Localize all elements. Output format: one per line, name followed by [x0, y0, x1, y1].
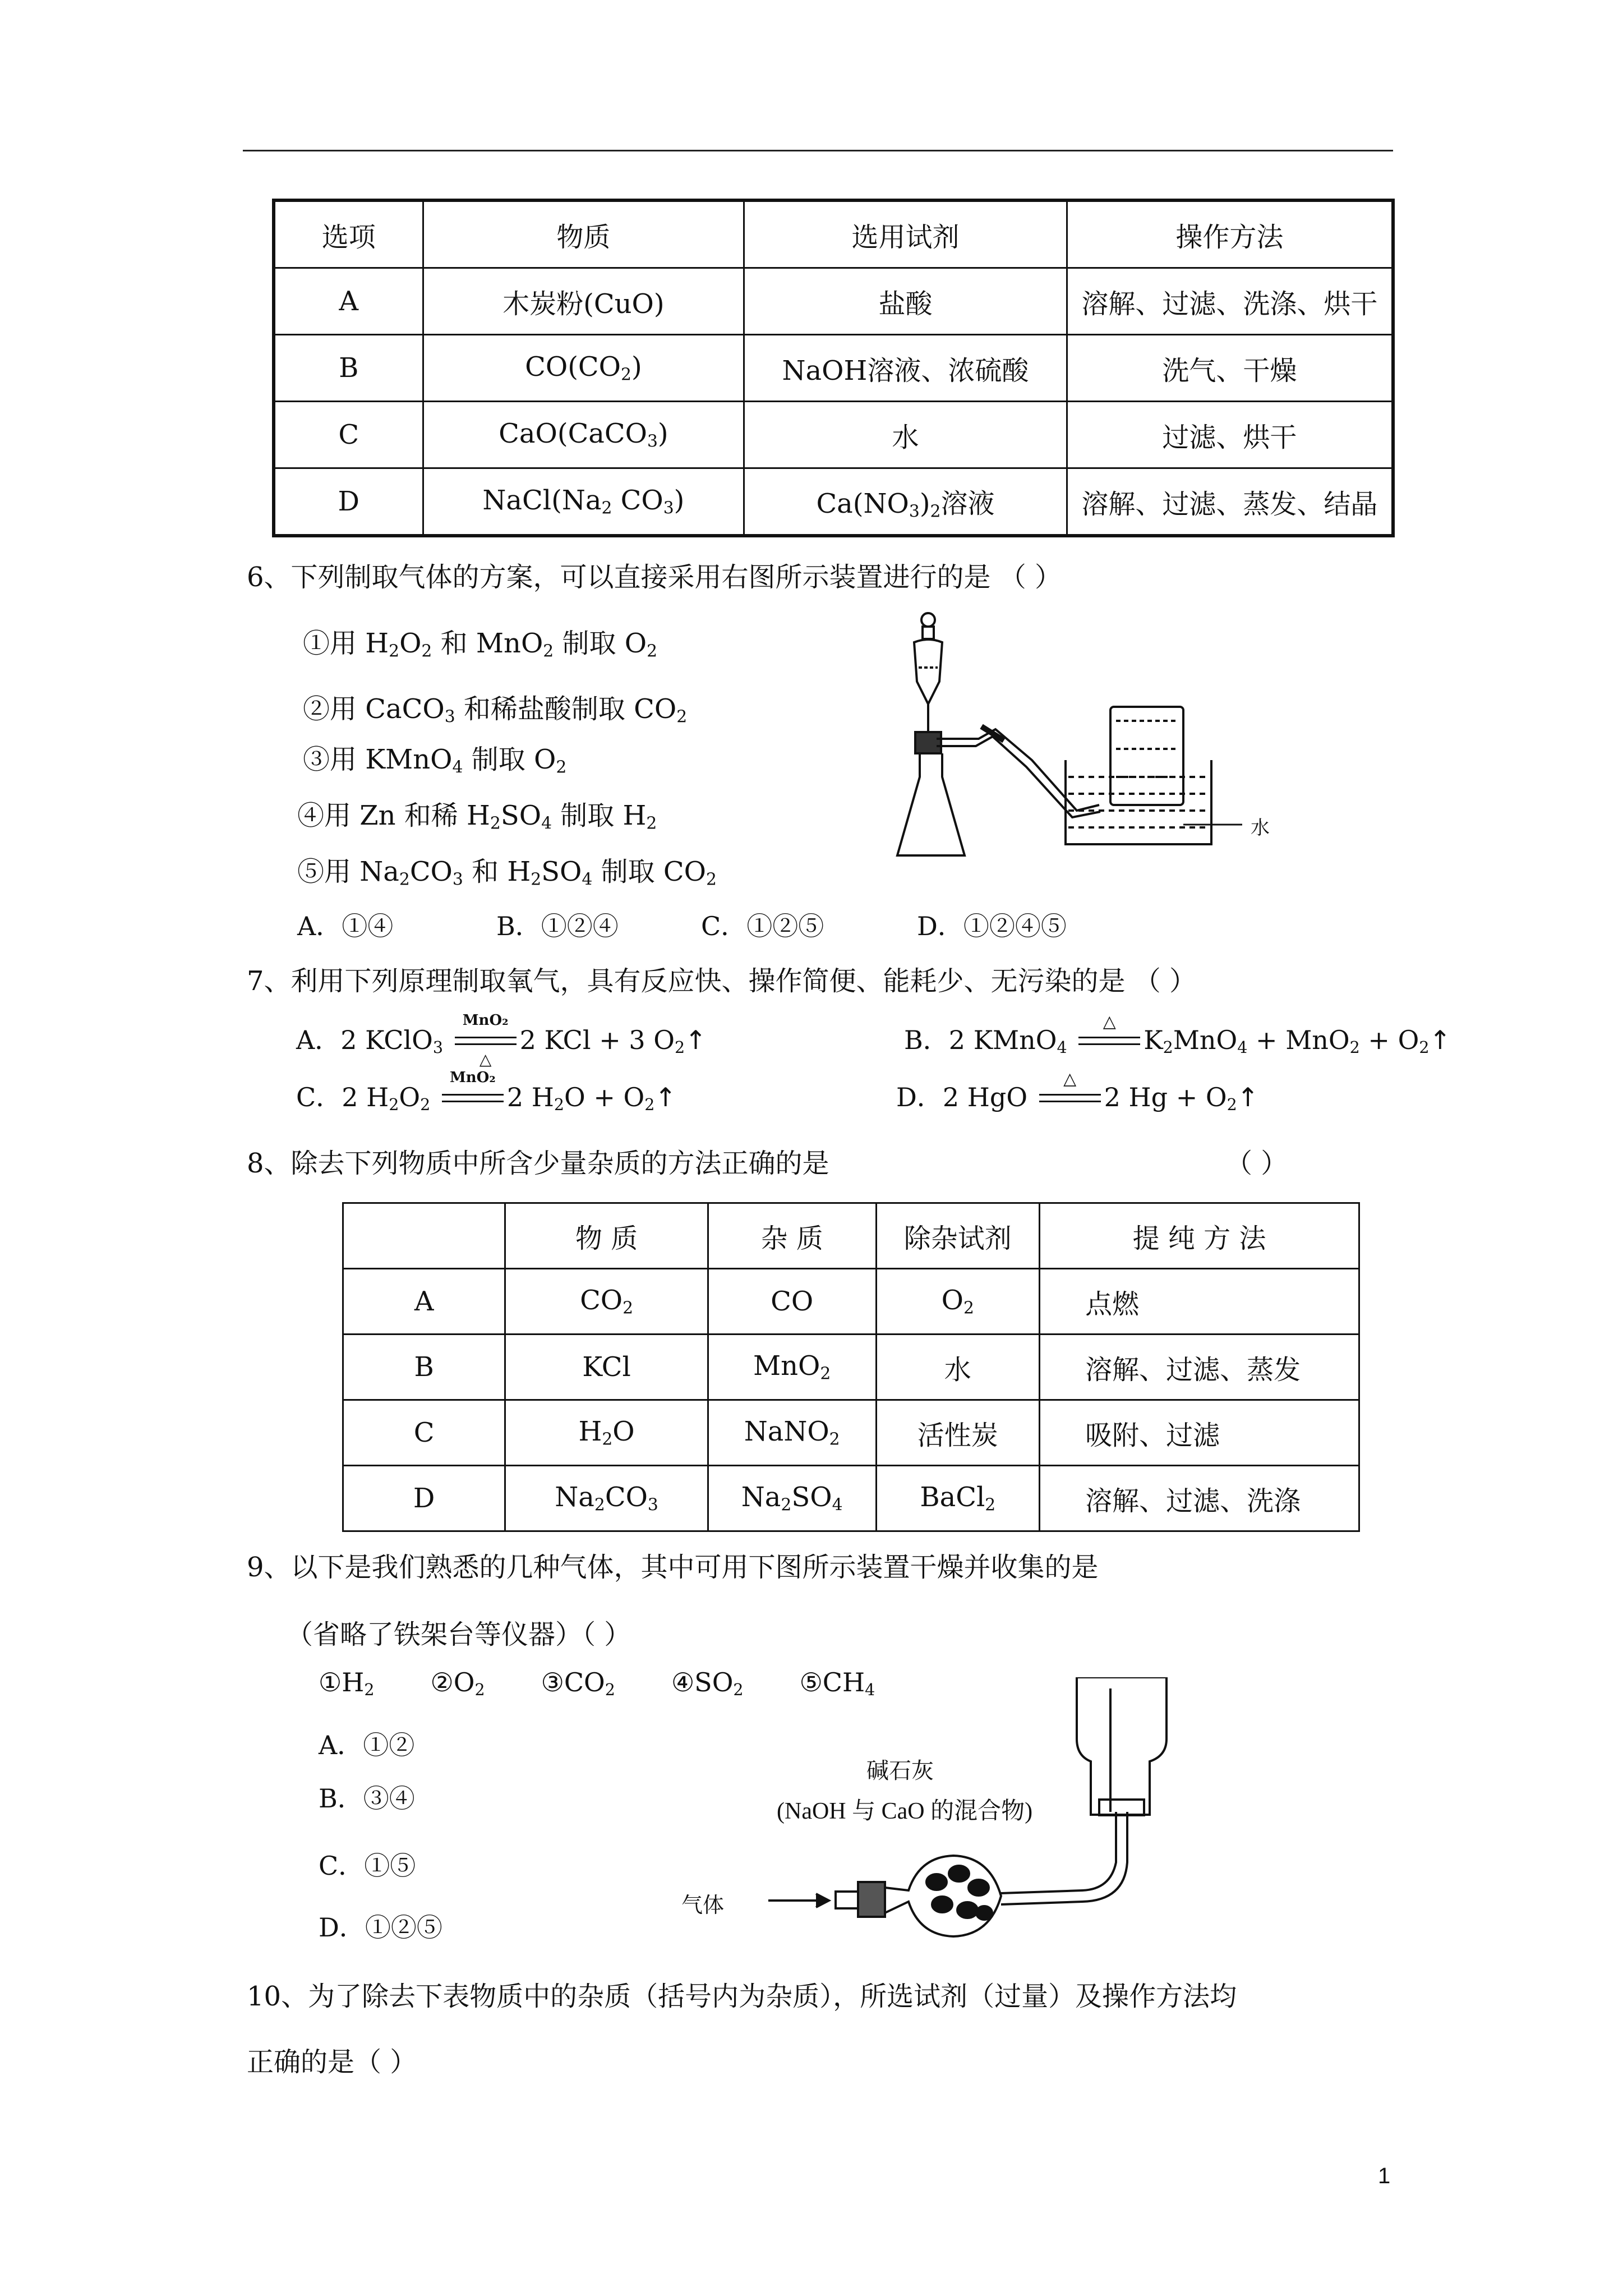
- q9-stem-note: （省略了铁架台等仪器）（ ）: [286, 1619, 631, 1650]
- col-header-method: 提 纯 方 法: [1040, 1203, 1359, 1269]
- page-number: 1: [1378, 2164, 1391, 2188]
- table-header-row: [343, 1203, 1359, 1269]
- table-row: [343, 1466, 1359, 1531]
- q7-option-c: C．2 $H_2O_2$ MnO₂ 2 $H_2O$ + $O_2↑$: [296, 1069, 676, 1115]
- cell-option: C: [274, 402, 423, 468]
- cell-reagent: $Ca(NO_3)_2$溶液: [744, 468, 1067, 536]
- cell-substance: KCl: [505, 1335, 708, 1400]
- cell-reagent: 水: [876, 1335, 1040, 1400]
- col-header-impurity: 杂 质: [708, 1203, 876, 1269]
- header-rule: [243, 150, 1393, 151]
- cell-impurity: CO: [708, 1269, 876, 1335]
- q9-stem: 9、以下是我们熟悉的几种气体，其中可用下图所示装置干燥并收集的是: [247, 1552, 1099, 1583]
- table-row: [274, 402, 1393, 468]
- table-q5: [272, 199, 1395, 537]
- cell-substance: CaO(CaCO$_3$): [423, 402, 744, 468]
- q9-gases: $①H_2$ $②O_2$ $③CO_2$ $④SO_2$ $⑤CH_4$: [319, 1667, 875, 1700]
- cell-reagent: $O_2$: [876, 1269, 1040, 1335]
- gas-generation-apparatus-figure: [892, 609, 1284, 867]
- q6-option-a: A．①④: [297, 911, 394, 941]
- table-row: [274, 268, 1393, 335]
- cell-option: C: [343, 1400, 505, 1466]
- soda-lime-label: 碱石灰: [866, 1758, 934, 1784]
- q6-item-2: ②用 CaCO$_3$ 和稀盐酸制取 $CO_2$: [303, 693, 688, 727]
- q6-option-d: D．①②④⑤: [917, 911, 1067, 941]
- cell-option: D: [274, 468, 423, 536]
- cell-method: 溶解、过滤、蒸发: [1040, 1335, 1359, 1400]
- col-header-option: [343, 1203, 505, 1269]
- cell-method: 吸附、过滤: [1040, 1400, 1359, 1466]
- table-row: [274, 335, 1393, 402]
- col-header-substance: 物 质: [505, 1203, 708, 1269]
- cell-reagent: 水: [744, 402, 1067, 468]
- cell-impurity: NaNO$_2$: [708, 1400, 876, 1466]
- cell-option: B: [274, 335, 423, 402]
- q7-option-d: D．2 HgO △ 2 $Hg + O_2↑$: [896, 1069, 1259, 1115]
- q8-answer-paren: （ ）: [1225, 1148, 1288, 1179]
- cell-reagent: NaOH溶液、浓硫酸: [744, 335, 1067, 402]
- cell-method: 洗气、干燥: [1067, 335, 1393, 402]
- table-row: [343, 1335, 1359, 1400]
- cell-option: B: [343, 1335, 505, 1400]
- q6-option-c: C．①②⑤: [701, 911, 824, 941]
- cell-option: A: [343, 1269, 505, 1335]
- cell-substance: $CO_2$: [505, 1269, 708, 1335]
- cell-method: 过滤、烘干: [1067, 402, 1393, 468]
- cell-reagent: 盐酸: [744, 268, 1067, 335]
- soda-lime-composition-label: (NaOH 与 CaO 的混合物): [777, 1798, 1033, 1824]
- gas-inlet-label: 气体: [681, 1893, 725, 1917]
- q9-option-b: B．③④: [319, 1783, 415, 1814]
- table-row: [274, 468, 1393, 536]
- cell-substance: $CO(CO_2)$: [423, 335, 744, 402]
- q8-stem: 8、除去下列物质中所含少量杂质的方法正确的是: [247, 1148, 829, 1179]
- cell-substance: $Na_2CO_3$: [505, 1466, 708, 1531]
- cell-method: 溶解、过滤、蒸发、结晶: [1067, 468, 1393, 536]
- q6-stem: 6、下列制取气体的方案，可以直接采用右图所示装置进行的是 （ ）: [247, 562, 1062, 593]
- cell-substance: $H_2O$: [505, 1400, 708, 1466]
- cell-option: D: [343, 1466, 505, 1531]
- cell-impurity: $Na_2SO_4$: [708, 1466, 876, 1531]
- col-header-reagent: 选用试剂: [744, 200, 1067, 268]
- cell-impurity: MnO$_2$: [708, 1335, 876, 1400]
- q7-option-a: A．2 KClO$_3$ MnO₂ △ 2 KCl + 3 $O_2↑$: [296, 1012, 707, 1069]
- q10-stem-line2: 正确的是（ ）: [247, 2046, 417, 2078]
- cell-method: 点燃: [1040, 1269, 1359, 1335]
- cell-reagent: 活性炭: [876, 1400, 1040, 1466]
- q6-option-b: B．①②④: [496, 911, 619, 941]
- q9-option-a: A．①②: [319, 1730, 415, 1760]
- table-row: [343, 1269, 1359, 1335]
- drying-collection-apparatus-figure: [757, 1677, 1262, 1941]
- cell-substance: $NaCl(Na_2$ $CO_3$): [423, 468, 744, 536]
- cell-reagent: BaCl$_2$: [876, 1466, 1040, 1531]
- cell-method: 溶解、过滤、洗涤: [1040, 1466, 1359, 1531]
- q7-option-b: B．2 KMnO$_4$ △ $K_2MnO_4 + MnO_2$ + $O_2↑$: [904, 1012, 1451, 1057]
- col-header-option: 选项: [274, 200, 423, 268]
- col-header-method: 操作方法: [1067, 200, 1393, 268]
- table-header-row: [274, 200, 1393, 268]
- table-q8: [342, 1202, 1360, 1532]
- table-row: [343, 1400, 1359, 1466]
- col-header-substance: 物质: [423, 200, 744, 268]
- cell-method: 溶解、过滤、洗涤、烘干: [1067, 268, 1393, 335]
- cell-option: A: [274, 268, 423, 335]
- q7-stem: 7、利用下列原理制取氧气，具有反应快、操作简便、能耗少、无污染的是 （ ）: [247, 965, 1197, 997]
- cell-substance: 木炭粉(CuO): [423, 268, 744, 335]
- water-label: 水: [1251, 817, 1270, 839]
- q10-stem-line1: 10、为了除去下表物质中的杂质（括号内为杂质），所选试剂（过量）及操作方法均: [247, 1981, 1237, 2012]
- col-header-reagent: 除杂试剂: [876, 1203, 1040, 1269]
- q6-item-5: ⑤用 $Na_2CO_3$ 和 $H_2SO_4$ 制取 $CO_2$: [297, 856, 717, 890]
- q6-item-4: ④用 Zn 和稀 $H_2SO_4$ 制取 $H_2$: [297, 800, 657, 834]
- q6-item-1: ①用 $H_2O_2$ 和 MnO$_2$ 制取 $O_2$: [303, 628, 658, 661]
- q6-item-3: ③用 KMnO$_4$ 制取 $O_2$: [303, 744, 567, 777]
- q9-option-d: D．①②⑤: [319, 1912, 442, 1943]
- q9-option-c: C．①⑤: [319, 1851, 416, 1881]
